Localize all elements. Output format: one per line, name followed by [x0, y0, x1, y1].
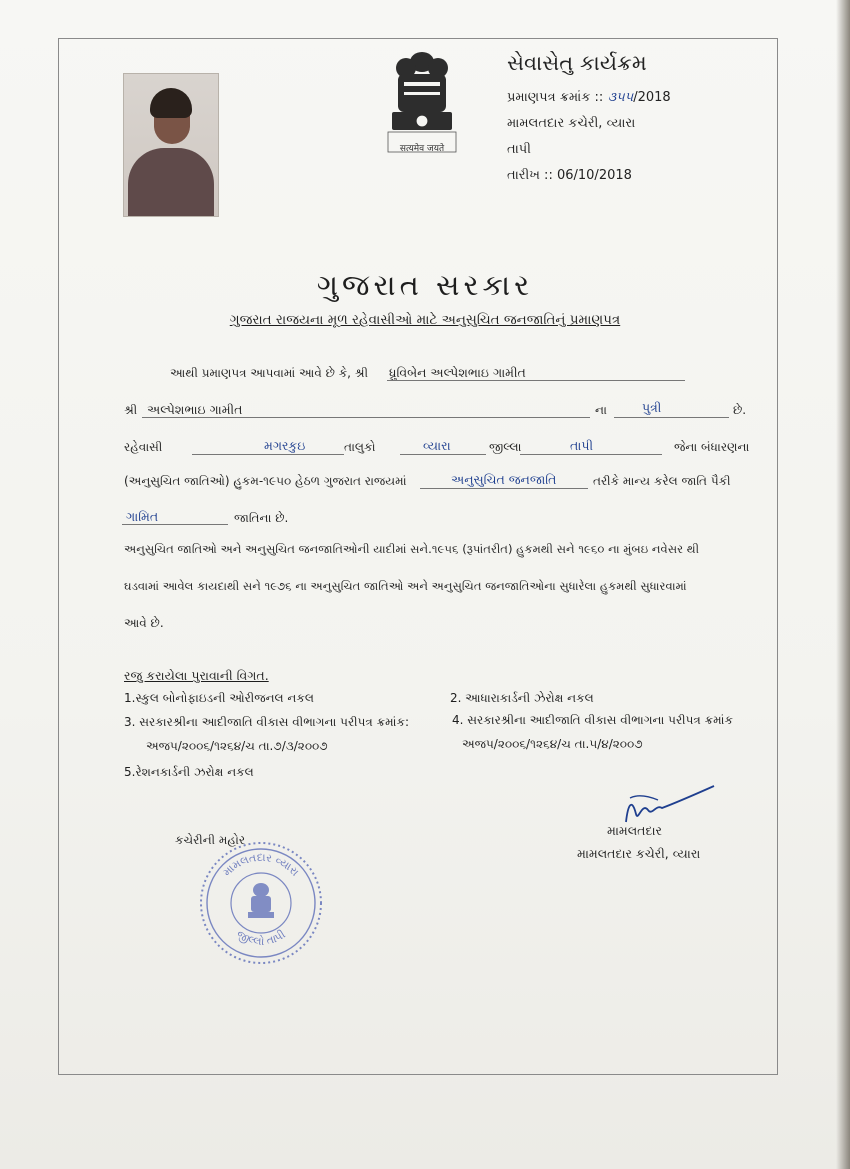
- village-line: [192, 454, 344, 455]
- evidence-item-1: 1.સ્કુલ બોનોફાઇડની ઓરીજનલ નકલ: [124, 691, 314, 705]
- resident-label: રહેવાસી: [124, 440, 163, 454]
- signatory-office: મામલતદાર કચેરી, વ્યારા: [577, 846, 701, 861]
- evidence-heading: રજુ કરાયેલા પુરાવાની વિગત.: [124, 668, 269, 683]
- issuing-office: મામલતદાર કચેરી, વ્યારા: [507, 116, 636, 131]
- cert-no-label: પ્રમાણપત્ર ક્રમાંક ::: [507, 90, 604, 105]
- caste: ગામિત: [126, 509, 159, 524]
- district-label: જીલ્લા: [489, 440, 522, 454]
- district-value: તાપી: [570, 438, 594, 453]
- cert-no-value: ૩૫૫: [607, 90, 634, 105]
- shri-label: શ્રી: [124, 403, 138, 417]
- certificate-subtitle: ગુજરાત રાજયના મૂળ રહેવાસીઓ માટે અનુસુચિત જનજાતિનું પ્રમાણપત્ર: [229, 312, 621, 328]
- caste-suffix: જાતિના છે.: [234, 511, 289, 525]
- parent-name: અલ્પેશભાઇ ગામીત: [147, 402, 243, 417]
- na-label: ના: [595, 403, 607, 417]
- svg-text:જીલ્લો તાપી: [234, 928, 287, 948]
- para2-line3: આવે છે.: [124, 616, 164, 630]
- category-line: [420, 488, 588, 489]
- svg-text:મામલતદાર વ્યારા: [220, 851, 301, 879]
- relation-line: [614, 417, 729, 418]
- issuing-district: તાપી: [507, 142, 531, 157]
- applicant-photo: [123, 73, 219, 217]
- para2-line2: ઘડવામાં આવેલ કાયદાથી સને ૧૯૭૬ ના અનુસુચિત જાતિઓ અને અનુસુચિત જનજાતિઓના સુધારેલા હુકમથી સુધારવામાં: [124, 579, 687, 593]
- program-title: સેવાસેતુ કાર્યક્રમ: [507, 51, 647, 75]
- signatory-title: મામલતદાર: [607, 823, 662, 838]
- parent-name-line: [142, 417, 590, 418]
- evidence-item-3-ref: અજપ/૨૦૦૬/૧૨૬૪/ચ તા.૭/૩/૨૦૦૭: [146, 739, 328, 753]
- recognized-text: તરીકે માન્ય કરેલ જાતિ પૈકી: [593, 474, 731, 488]
- district-line: [520, 454, 662, 455]
- government-title: ગુજરાત સરકાર: [316, 268, 534, 302]
- relation: પુત્રી: [642, 400, 662, 415]
- category: અનુસુચિત જનજાતિ: [451, 472, 557, 487]
- office-seal-stamp: [196, 838, 326, 968]
- national-emblem-icon: [384, 46, 460, 156]
- evidence-item-4: 4. સરકારશ્રીના આદીજાતિ વીકાસ વીભાગના પરીપત્ર ક્રમાંક: [452, 713, 733, 727]
- order-text: (અનુસુચિત જાતિઓ) હુકમ-૧૯૫૦ હેઠળ ગુજરાત રાજયમાં: [124, 474, 407, 488]
- taluka-line: [400, 454, 486, 455]
- candidate-name-line: [387, 380, 685, 381]
- taluka-label: તાલુકો: [344, 440, 376, 454]
- taluka-value: વ્યારા: [423, 438, 451, 453]
- stamp-top-text: મામલતદાર વ્યારા: [220, 850, 302, 879]
- village: મગરકુઇ: [264, 438, 306, 453]
- evidence-item-2: 2. આધારાકાર્ડની ઝેરોક્ષ નકલ: [450, 691, 594, 705]
- date-value: 06/10/2018: [556, 168, 632, 183]
- intro-text: આથી પ્રમાણપત્ર આપવામાં આવે છે કે, શ્રી: [170, 366, 369, 380]
- caste-line: [122, 524, 228, 525]
- evidence-item-3: 3. સરકારશ્રીના આદીજાતિ વીકાસ વીભાગના પરીપત્ર ક્રમાંક:: [124, 715, 409, 729]
- evidence-item-4-ref: અજપ/૨૦૦૬/૧૨૬૪/ચ તા.૫/૪/૨૦૦૭: [462, 737, 643, 751]
- office-seal-label: કચેરીની મહોર: [175, 833, 246, 847]
- paper-edge-shadow: [836, 0, 850, 1169]
- certificate-number: [507, 90, 671, 105]
- evidence-item-5: 5.રેશનકાર્ડની ઝરોક્ષ નકલ: [124, 765, 254, 779]
- stamp-bottom-text: જીલ્લો તાપી: [234, 927, 288, 949]
- candidate-name: ધ્રુવિબેન અલ્પેશભાઇ ગામીત: [389, 365, 526, 380]
- constitution-suffix: જેના બંધારણના: [674, 440, 750, 454]
- date-label: તારીખ ::: [507, 168, 553, 183]
- para2-line1: અનુસુચિત જાતિઓ અને અનુસુચિત જનજાતિઓની યાદીમાં સને.૧૯૫૬ (રૂપાંતરીત) હુકમથી સને ૧૯૬૦ ના મુંબઇ નવેસર થી: [124, 542, 700, 556]
- emblem-motto: सत्यमेव जयते: [399, 144, 445, 154]
- issue-date: [507, 168, 632, 183]
- chhe-label: છે.: [733, 403, 747, 417]
- cert-no-year: /2018: [633, 90, 671, 105]
